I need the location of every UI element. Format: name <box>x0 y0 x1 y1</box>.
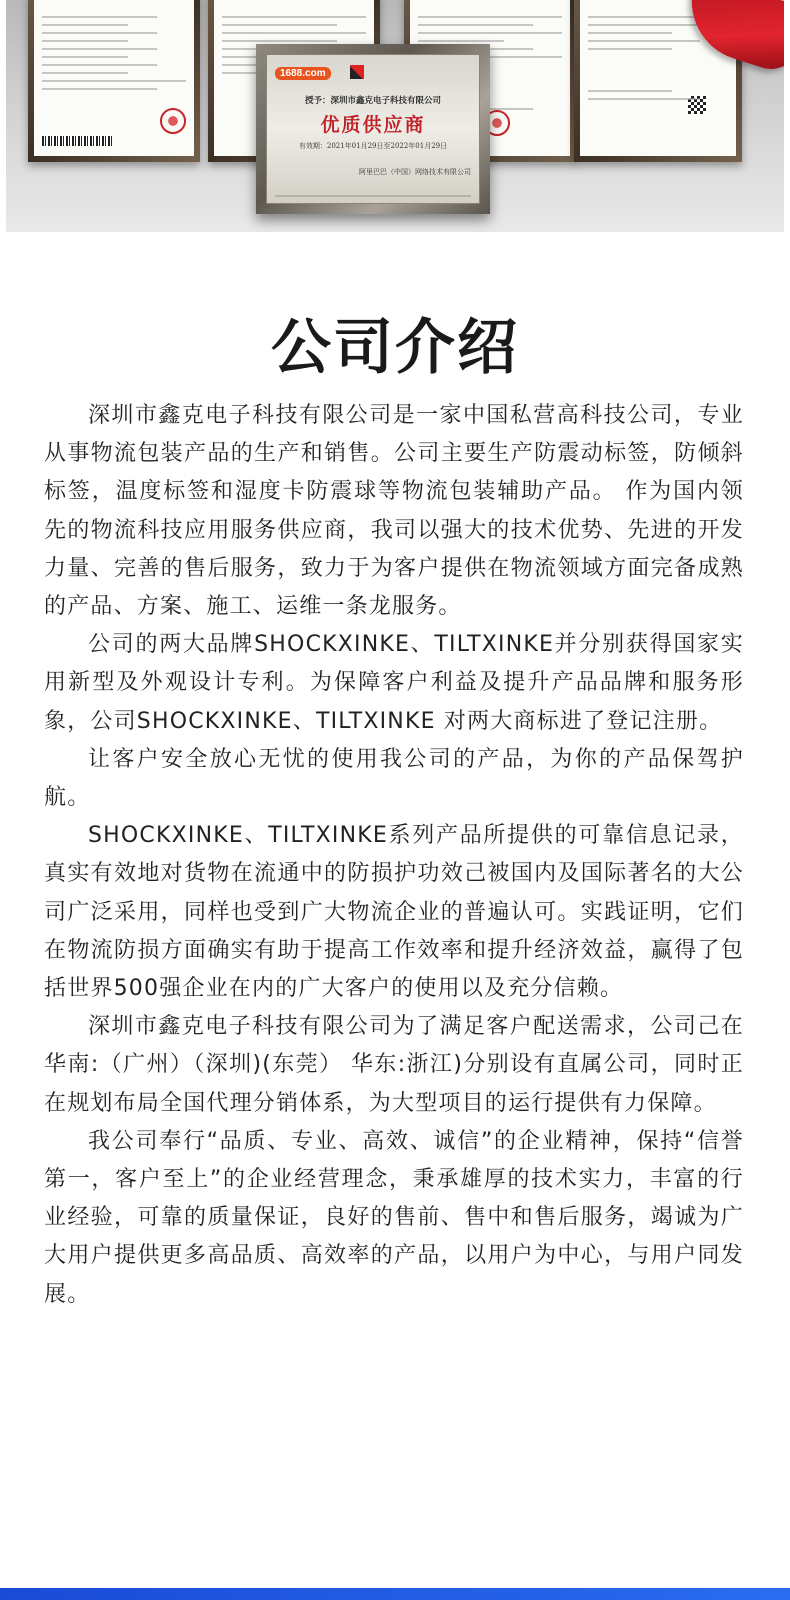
intro-paragraph-5: 深圳市鑫克电子科技有限公司为了满足客户配送需求，公司己在华南:（广州）（深圳)(东莞） 华东:浙江)分别设有直属公司，同时正在规划布局全国代理分销体系，为大型项目的运行提供有力保障。 <box>44 1014 744 1116</box>
alibaba-1688-logo: 1688.com <box>275 67 331 80</box>
award-plaque-face <box>266 54 480 204</box>
partner-logo-icon <box>350 65 364 79</box>
intro-paragraph-6: 我公司奉行“品质、专业、高效、诚信”的企业精神，保持“信誉第一，客户至上”的企业经营理念，秉承雄厚的技术实力，丰富的行业经验，可靠的质量保证，良好的售前、售中和售后服务，竭诚为广大用户提供更多高品质、高效率的产品，以用户为中心，与用户同发展。 <box>44 1128 744 1307</box>
plaque-issuer: 阿里巴巴（中国）网络技术有限公司 <box>359 168 471 176</box>
bottom-accent-bar <box>0 1588 790 1600</box>
certificate-banner <box>6 0 784 232</box>
barcode-icon <box>42 136 112 146</box>
intro-paragraph-4: SHOCKXINKE、TILTXINKE系列产品所提供的可靠信息记录，真实有效地对货物在流通中的防损护功效己被国内及国际著名的大公司广泛采用，同样也受到广大物流企业的普遍认可。实践证明，它们在物流防损方面确实有助于提高工作效率和提升经济效益，赢得了包括世界500强企业在内的广大客户的使用以及充分信赖。 <box>44 823 744 1002</box>
company-intro-body <box>44 397 744 1314</box>
award-plaque <box>256 44 490 214</box>
plaque-footer-line <box>275 195 471 197</box>
plaque-grant-line: 授予：深圳市鑫克电子科技有限公司 <box>304 96 441 106</box>
plaque-valid-line: 有效期：2021年01月29日至2022年01月29日 <box>298 142 448 150</box>
intro-paragraph-1: 深圳市鑫克电子科技有限公司是一家中国私营高科技公司，专业从事物流包装产品的生产和销售。公司主要生产防震动标签，防倾斜标签，温度标签和湿度卡防震球等物流包装辅助产品。 作为国内领先的物流科技应用服务供应商，我司以强大的技术优势、先进的开发力量、完善的售后服务，致力于为客户提供在物流领域方面完备成熟的产品、方案、施工、运维一条龙服务。 <box>44 403 744 620</box>
intro-paragraph-2: 公司的两大品牌SHOCKXINKE、TILTXINKE并分别获得国家实用新型及外观设计专利。为保障客户利益及提升产品品牌和服务形象，公司SHOCKXINKE、TILTXINKE 对两大商标进了登记注册。 <box>44 632 744 734</box>
certificate-seal-icon <box>160 108 186 134</box>
company-intro-title: 公司介绍 <box>271 313 519 383</box>
intro-paragraph-3: 让客户安全放心无忧的使用我公司的产品，为你的产品保驾护航。 <box>44 746 744 811</box>
certificate-paper <box>34 0 194 156</box>
certificate-frame-1 <box>28 0 200 162</box>
plaque-award-title: 优质供应商 <box>320 114 426 136</box>
